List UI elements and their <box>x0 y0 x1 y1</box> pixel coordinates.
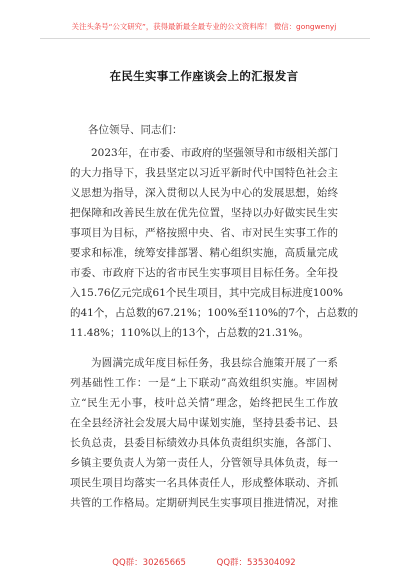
paragraph-line: 入15.76亿元完成61个民生项目，其中完成目标进度100% <box>70 287 343 299</box>
paragraph-line: 市委、市政府下达的省市民生实事项目目标任务。全年投 <box>70 267 338 279</box>
paragraph-line: 项民生项目均落实一名具体责任人，形成整体联动、齐抓 <box>70 477 338 489</box>
qq-group-1: QQ群：30265665 <box>112 558 186 568</box>
paragraph-1 <box>70 143 359 343</box>
paragraph-line: 在全县经济社会发展大局中谋划实施，坚持县委书记、县 <box>70 417 338 429</box>
paragraph-line: 的大力指导下，我县坚定以习近平新时代中国特色社会主 <box>70 167 338 179</box>
document-title: 在民生实事工作座谈会上的汇报发言 <box>109 69 299 83</box>
paragraph-line: 的41个，占总数的67.21%；100%至110%的7个，占总数的 <box>70 307 359 319</box>
footer-qq-groups <box>0 556 408 568</box>
salutation: 各位领导、同志们： <box>88 124 183 136</box>
paragraph-line: 把保障和改善民生放在优先位置，坚持以办好做实民生实 <box>70 207 338 219</box>
paragraph-line: 11.48%；110%以上的13个，占总数的21.31%。 <box>70 327 309 339</box>
header-divider <box>40 38 370 39</box>
paragraph-line: 列基础性工作：一是“上下联动”高效组织实施。牢固树 <box>70 377 338 389</box>
paragraph-line: 要求和标准，统筹安排部署、精心组织实施，高质量完成 <box>70 247 338 259</box>
header-promo-note: 关注头条号“公文研究”，获得最新最全最专业的公文资料库！ 微信：gongwenyj <box>71 22 337 31</box>
paragraph-line: 事项目为目标，严格按照中央、省、市对民生实事工作的 <box>70 227 338 239</box>
qq-group-2: QQ群：535304092 <box>216 558 296 568</box>
paragraph-2 <box>70 353 338 513</box>
paragraph-line: 长负总责，县委目标绩效办具体负责组织实施，各部门、 <box>70 437 338 449</box>
paragraph-line: 2023年，在市委、市政府的坚强领导和市级相关部门 <box>91 147 339 159</box>
paragraph-line: 乡镇主要负责人为第一责任人，分管领导具体负责，每一 <box>70 457 338 469</box>
paragraph-line: 义思想为指导，深入贯彻以人民为中心的发展思想，始终 <box>70 187 338 199</box>
paragraph-line: 为圆满完成年度目标任务，我县综合施策开展了一系 <box>91 357 338 369</box>
paragraph-line: 共管的工作格局。定期研判民生实事项目推进情况，对推 <box>70 497 338 509</box>
paragraph-line: 立“民生无小事，枝叶总关情”理念，始终把民生工作放 <box>70 397 338 409</box>
